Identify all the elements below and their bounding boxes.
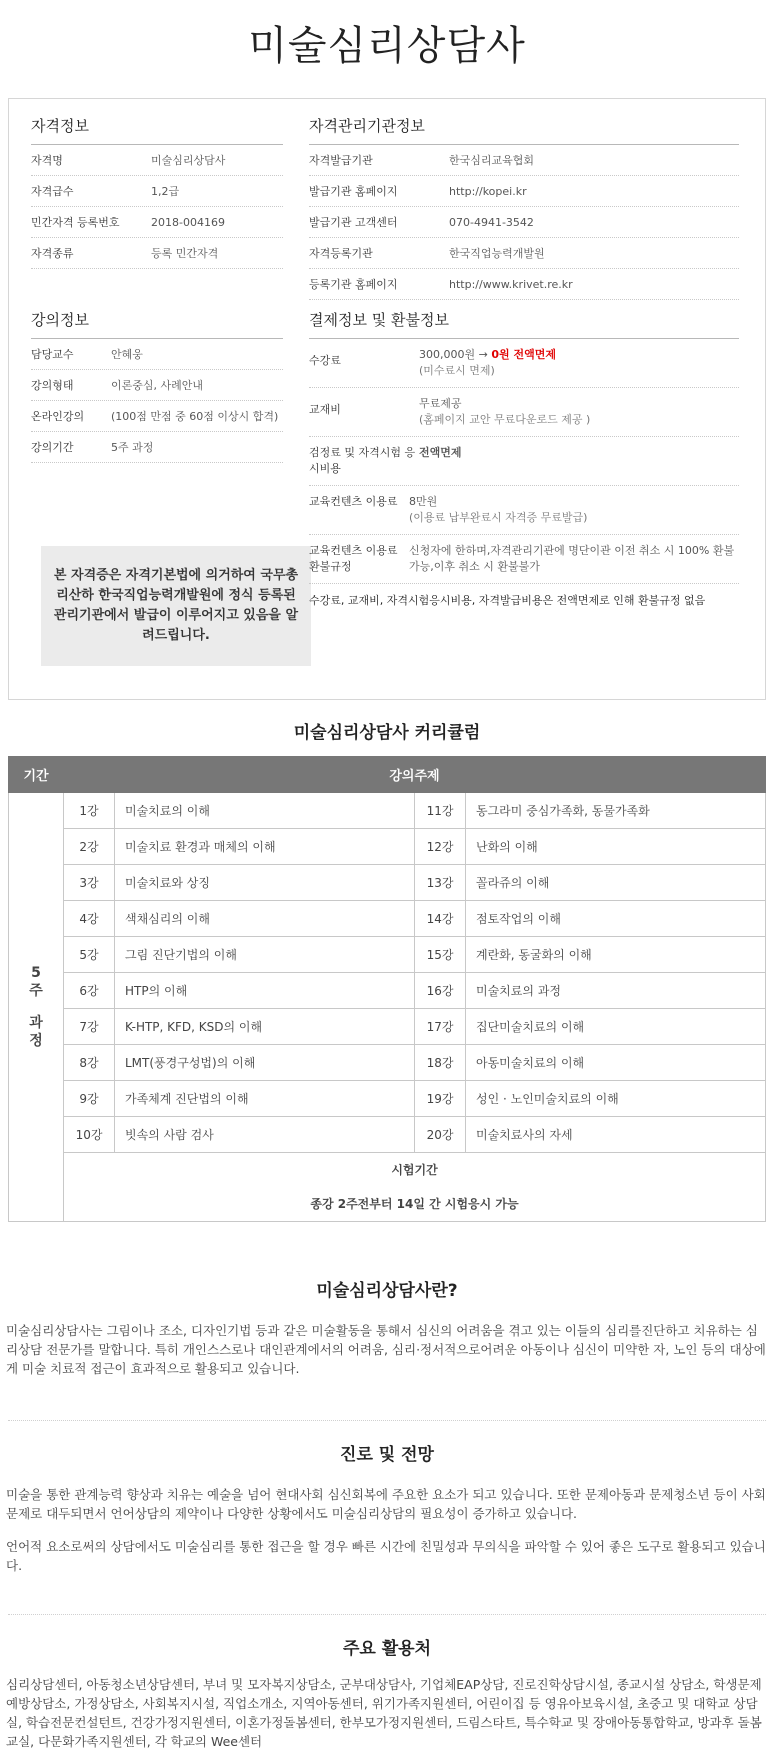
lecture-subject: 미술치료 환경과 매체의 이해 xyxy=(115,829,415,865)
info-key: 온라인강의 xyxy=(31,410,85,423)
lecture-subject: 미술치료의 과정 xyxy=(466,973,766,1009)
info-key: 담당교수 xyxy=(31,348,74,361)
exam-period-title: 시험기간 xyxy=(391,1163,438,1177)
table-row xyxy=(9,1081,766,1117)
period-text: 과 xyxy=(29,1015,43,1031)
lecture-number: 14강 xyxy=(415,901,466,937)
homepage-link[interactable]: http://kopei.kr xyxy=(449,184,527,198)
info-key: 자격명 xyxy=(31,154,63,167)
content-fee-note: (이용료 납부완료시 자격증 무료발급) xyxy=(409,511,588,524)
info-row xyxy=(31,339,283,370)
lecture-subject: 그림 진단기법의 이해 xyxy=(115,937,415,973)
section-title: 자격정보 xyxy=(31,115,283,145)
curriculum-title: 미술심리상담사 커리큘럼 xyxy=(293,723,481,743)
period-text: 5 xyxy=(31,965,41,981)
info-value: 5주 과정 xyxy=(111,441,154,454)
table-row xyxy=(9,937,766,973)
table-row xyxy=(9,901,766,937)
lecture-number: 2강 xyxy=(64,829,115,865)
arrow-icon: → xyxy=(478,348,488,361)
book-value xyxy=(419,396,739,428)
column-header-topic: 강의주제 xyxy=(64,757,766,793)
exam-period-cell xyxy=(64,1153,766,1222)
period-text: 주 xyxy=(29,983,43,999)
info-row xyxy=(31,145,283,176)
lecture-subject: 꼴라쥬의 이해 xyxy=(466,865,766,901)
info-row xyxy=(309,207,739,238)
info-key: 발급기관 고객센터 xyxy=(309,216,398,229)
info-row xyxy=(309,269,739,300)
exam-period-row xyxy=(9,1153,766,1222)
lecture-subject: 미술치료와 상징 xyxy=(115,865,415,901)
info-key: 민간자격 등록번호 xyxy=(31,216,120,229)
content-fee-main: 8만원 xyxy=(409,495,438,508)
info-value: 이론중심, 사례안내 xyxy=(111,379,204,392)
info-row xyxy=(31,238,283,269)
info-box xyxy=(8,98,766,700)
registration-notice: 본 자격증은 자격기본법에 의거하여 국무총리산하 한국직업능력개발원에 정식 등록된 관리기관에서 발급이 이루어지고 있음을 알려드립니다. xyxy=(41,546,311,666)
exam-period-desc: 종강 2주전부터 14일 간 시험응시 가능 xyxy=(310,1197,519,1211)
table-row xyxy=(9,1117,766,1153)
lecture-number: 11강 xyxy=(415,793,466,829)
lecture-number: 17강 xyxy=(415,1009,466,1045)
info-value: 1,2급 xyxy=(151,185,180,198)
lecture-number: 9강 xyxy=(64,1081,115,1117)
info-row xyxy=(31,401,283,432)
info-value: (100점 만점 중 60점 이상시 합격) xyxy=(111,410,279,423)
lecture-subject: 아동미술치료의 이해 xyxy=(466,1045,766,1081)
info-value: 한국직업능력개발원 xyxy=(449,247,545,260)
lecture-number: 5강 xyxy=(64,937,115,973)
about-section xyxy=(0,1276,774,1378)
info-row xyxy=(31,176,283,207)
book-row xyxy=(309,388,739,437)
career-body: 언어적 요소로써의 상담에서도 미술심리를 통한 접근을 할 경우 빠른 시간에 친밀성과 무의식을 파악할 수 있어 좋은 도구로 활용되고 있습니다. xyxy=(6,1539,766,1573)
page-title: 미술심리상담사 xyxy=(248,23,526,69)
fee-value xyxy=(419,347,739,379)
table-row xyxy=(9,1045,766,1081)
career-body: 미술을 통한 관계능력 향상과 치유는 예술을 넘어 현대사회 심신회복에 주요한 요소가 되고 있습니다. 또한 문제아동과 문제청소년 등이 사회문제로 대두되면서 언어상담의 제약이나 다양한 상황에서도 미술심리상담의 필요성이 증가하고 있습니다. xyxy=(6,1487,766,1521)
divider xyxy=(8,1614,766,1615)
refund-footnote: 수강료, 교재비, 자격시험응시비용, 자격발급비용은 전액면제로 인해 환불규정 없음 xyxy=(309,594,706,607)
lecture-subject: 성인 · 노인미술치료의 이해 xyxy=(466,1081,766,1117)
info-row xyxy=(31,370,283,401)
lecture-subject: 가족체계 진단법의 이해 xyxy=(115,1081,415,1117)
fee-label: 수강료 xyxy=(309,354,341,367)
exam-fee-label: 검정료 및 자격시험 응시비용 xyxy=(309,446,416,475)
lecture-subject: 집단미술치료의 이해 xyxy=(466,1009,766,1045)
lecture-subject: 계란화, 동굴화의 이해 xyxy=(466,937,766,973)
about-body: 미술심리상담사는 그림이나 조소, 디자인기법 등과 같은 미술활동을 통해서 심신의 어려움을 겪고 있는 이들의 심리를진단하고 치유하는 심리상담 전문가를 말합니다. 특히 개인스스로나 대인관계에서의 어려움, 심리·정서적으로어려운 아동이나 심신이 미약한 자, 노인 등의 대상에게 미술 치료적 접근이 효과적으로 활용되고 있습니다. xyxy=(6,1323,766,1376)
section-title: 결제정보 및 환불정보 xyxy=(309,309,739,339)
book-note: (홈페이지 교안 무료다운로드 제공 ) xyxy=(419,413,591,426)
table-row xyxy=(9,1009,766,1045)
info-key: 자격발급기관 xyxy=(309,154,373,167)
lecture-number: 4강 xyxy=(64,901,115,937)
content-fee-value xyxy=(409,494,739,526)
org-info-section xyxy=(309,115,739,300)
table-row xyxy=(9,829,766,865)
info-value: 한국심리교육협회 xyxy=(449,154,535,167)
info-key: 자격종류 xyxy=(31,247,74,260)
usage-title: 주요 활용처 xyxy=(342,1639,432,1659)
lecture-number: 16강 xyxy=(415,973,466,1009)
fee-free: 0원 전액면제 xyxy=(491,348,556,361)
lecture-subject: 점토작업의 이해 xyxy=(466,901,766,937)
refund-value: 신청자에 한하며,자격관리기관에 명단이관 이전 취소 시 100% 환불가능,이후 취소 시 환불불가 xyxy=(409,544,735,573)
info-key: 자격등록기관 xyxy=(309,247,373,260)
lecture-subject: 빗속의 사람 검사 xyxy=(115,1117,415,1153)
fee-row xyxy=(309,339,739,388)
lecture-number: 7강 xyxy=(64,1009,115,1045)
lecture-subject: 미술치료사의 자세 xyxy=(466,1117,766,1153)
info-key: 발급기관 홈페이지 xyxy=(309,185,398,198)
lecture-subject: HTP의 이해 xyxy=(115,973,415,1009)
lecture-subject: K-HTP, KFD, KSD의 이해 xyxy=(115,1009,415,1045)
content-fee-label: 교육컨텐츠 이용료 xyxy=(309,495,398,508)
lecture-number: 20강 xyxy=(415,1117,466,1153)
lecture-subject: 색채심리의 이해 xyxy=(115,901,415,937)
divider xyxy=(8,1420,766,1421)
career-title: 진로 및 전망 xyxy=(340,1445,434,1465)
lecture-subject: 난화의 이해 xyxy=(466,829,766,865)
book-main: 무료제공 xyxy=(419,397,462,410)
lecture-subject: LMT(풍경구성법)의 이해 xyxy=(115,1045,415,1081)
info-value: 안혜웅 xyxy=(111,348,143,361)
refund-label: 교육컨텐츠 이용료 환불규정 xyxy=(309,544,398,573)
lecture-number: 13강 xyxy=(415,865,466,901)
fee-original: 300,000원 xyxy=(419,348,476,361)
payment-info-section xyxy=(309,309,739,609)
table-row xyxy=(9,865,766,901)
homepage-link[interactable]: http://www.krivet.re.kr xyxy=(449,277,573,291)
curriculum-table xyxy=(8,756,766,1222)
info-row xyxy=(309,176,739,207)
info-value: 미술심리상담사 xyxy=(151,154,226,167)
lecture-number: 12강 xyxy=(415,829,466,865)
period-cell xyxy=(9,793,64,1222)
about-title: 미술심리상담사란? xyxy=(316,1281,458,1301)
info-value: 등록 민간자격 xyxy=(151,247,219,260)
section-title: 자격관리기관정보 xyxy=(309,115,739,145)
fee-note: (미수료시 면제) xyxy=(419,364,495,377)
lecture-number: 1강 xyxy=(64,793,115,829)
exam-fee-value: 전액면제 xyxy=(419,446,462,459)
usage-body: 심리상담센터, 아동청소년상담센터, 부녀 및 모자복지상담소, 군부대상담사, 기업체EAP상담, 진로진학상담시설, 종교시설 상담소, 학생문제 예방상담소, 가정상담소, 사회복지시설, 직업소개소, 지역아동센터, 위기가족지원센터, 어린이집 등 영유아보육시설, 초중고 및 대학교 상담실, 학습전문컨설턴트, 건강가정지원센터, 이혼가정돌봄센터, 한부모가정지원센터, 드림스타트, 특수학교 및 장애아동통합학교, 방과후 돌봄교실, 다문화가족지원센터, 각 학교의 Wee센터 xyxy=(6,1677,762,1749)
lecture-number: 18강 xyxy=(415,1045,466,1081)
info-row xyxy=(31,432,283,463)
info-value: 2018-004169 xyxy=(151,215,225,229)
lecture-number: 15강 xyxy=(415,937,466,973)
info-row xyxy=(309,238,739,269)
column-header-period: 기간 xyxy=(9,757,64,793)
table-row xyxy=(9,973,766,1009)
info-key: 강의형태 xyxy=(31,379,74,392)
qualification-info-section xyxy=(31,115,283,269)
exam-fee-row xyxy=(309,437,739,486)
career-section xyxy=(0,1440,774,1575)
lecture-subject: 동그라미 중심가족화, 동물가족화 xyxy=(466,793,766,829)
content-fee-row xyxy=(309,486,739,535)
table-row xyxy=(9,793,766,829)
lecture-number: 19강 xyxy=(415,1081,466,1117)
table-header-row xyxy=(9,757,766,793)
info-key: 강의기간 xyxy=(31,441,74,454)
lecture-info-section xyxy=(31,309,283,463)
lecture-number: 6강 xyxy=(64,973,115,1009)
info-row xyxy=(309,145,739,176)
lecture-number: 3강 xyxy=(64,865,115,901)
lecture-number: 10강 xyxy=(64,1117,115,1153)
refund-row xyxy=(309,535,739,584)
info-row xyxy=(31,207,283,238)
info-value: 070-4941-3542 xyxy=(449,215,534,229)
lecture-number: 8강 xyxy=(64,1045,115,1081)
section-title: 강의정보 xyxy=(31,309,283,339)
info-key: 자격급수 xyxy=(31,185,74,198)
info-key: 등록기관 홈페이지 xyxy=(309,278,398,291)
lecture-subject: 미술치료의 이해 xyxy=(115,793,415,829)
book-label: 교재비 xyxy=(309,403,341,416)
period-text: 정 xyxy=(29,1033,43,1049)
usage-section xyxy=(0,1634,774,1751)
